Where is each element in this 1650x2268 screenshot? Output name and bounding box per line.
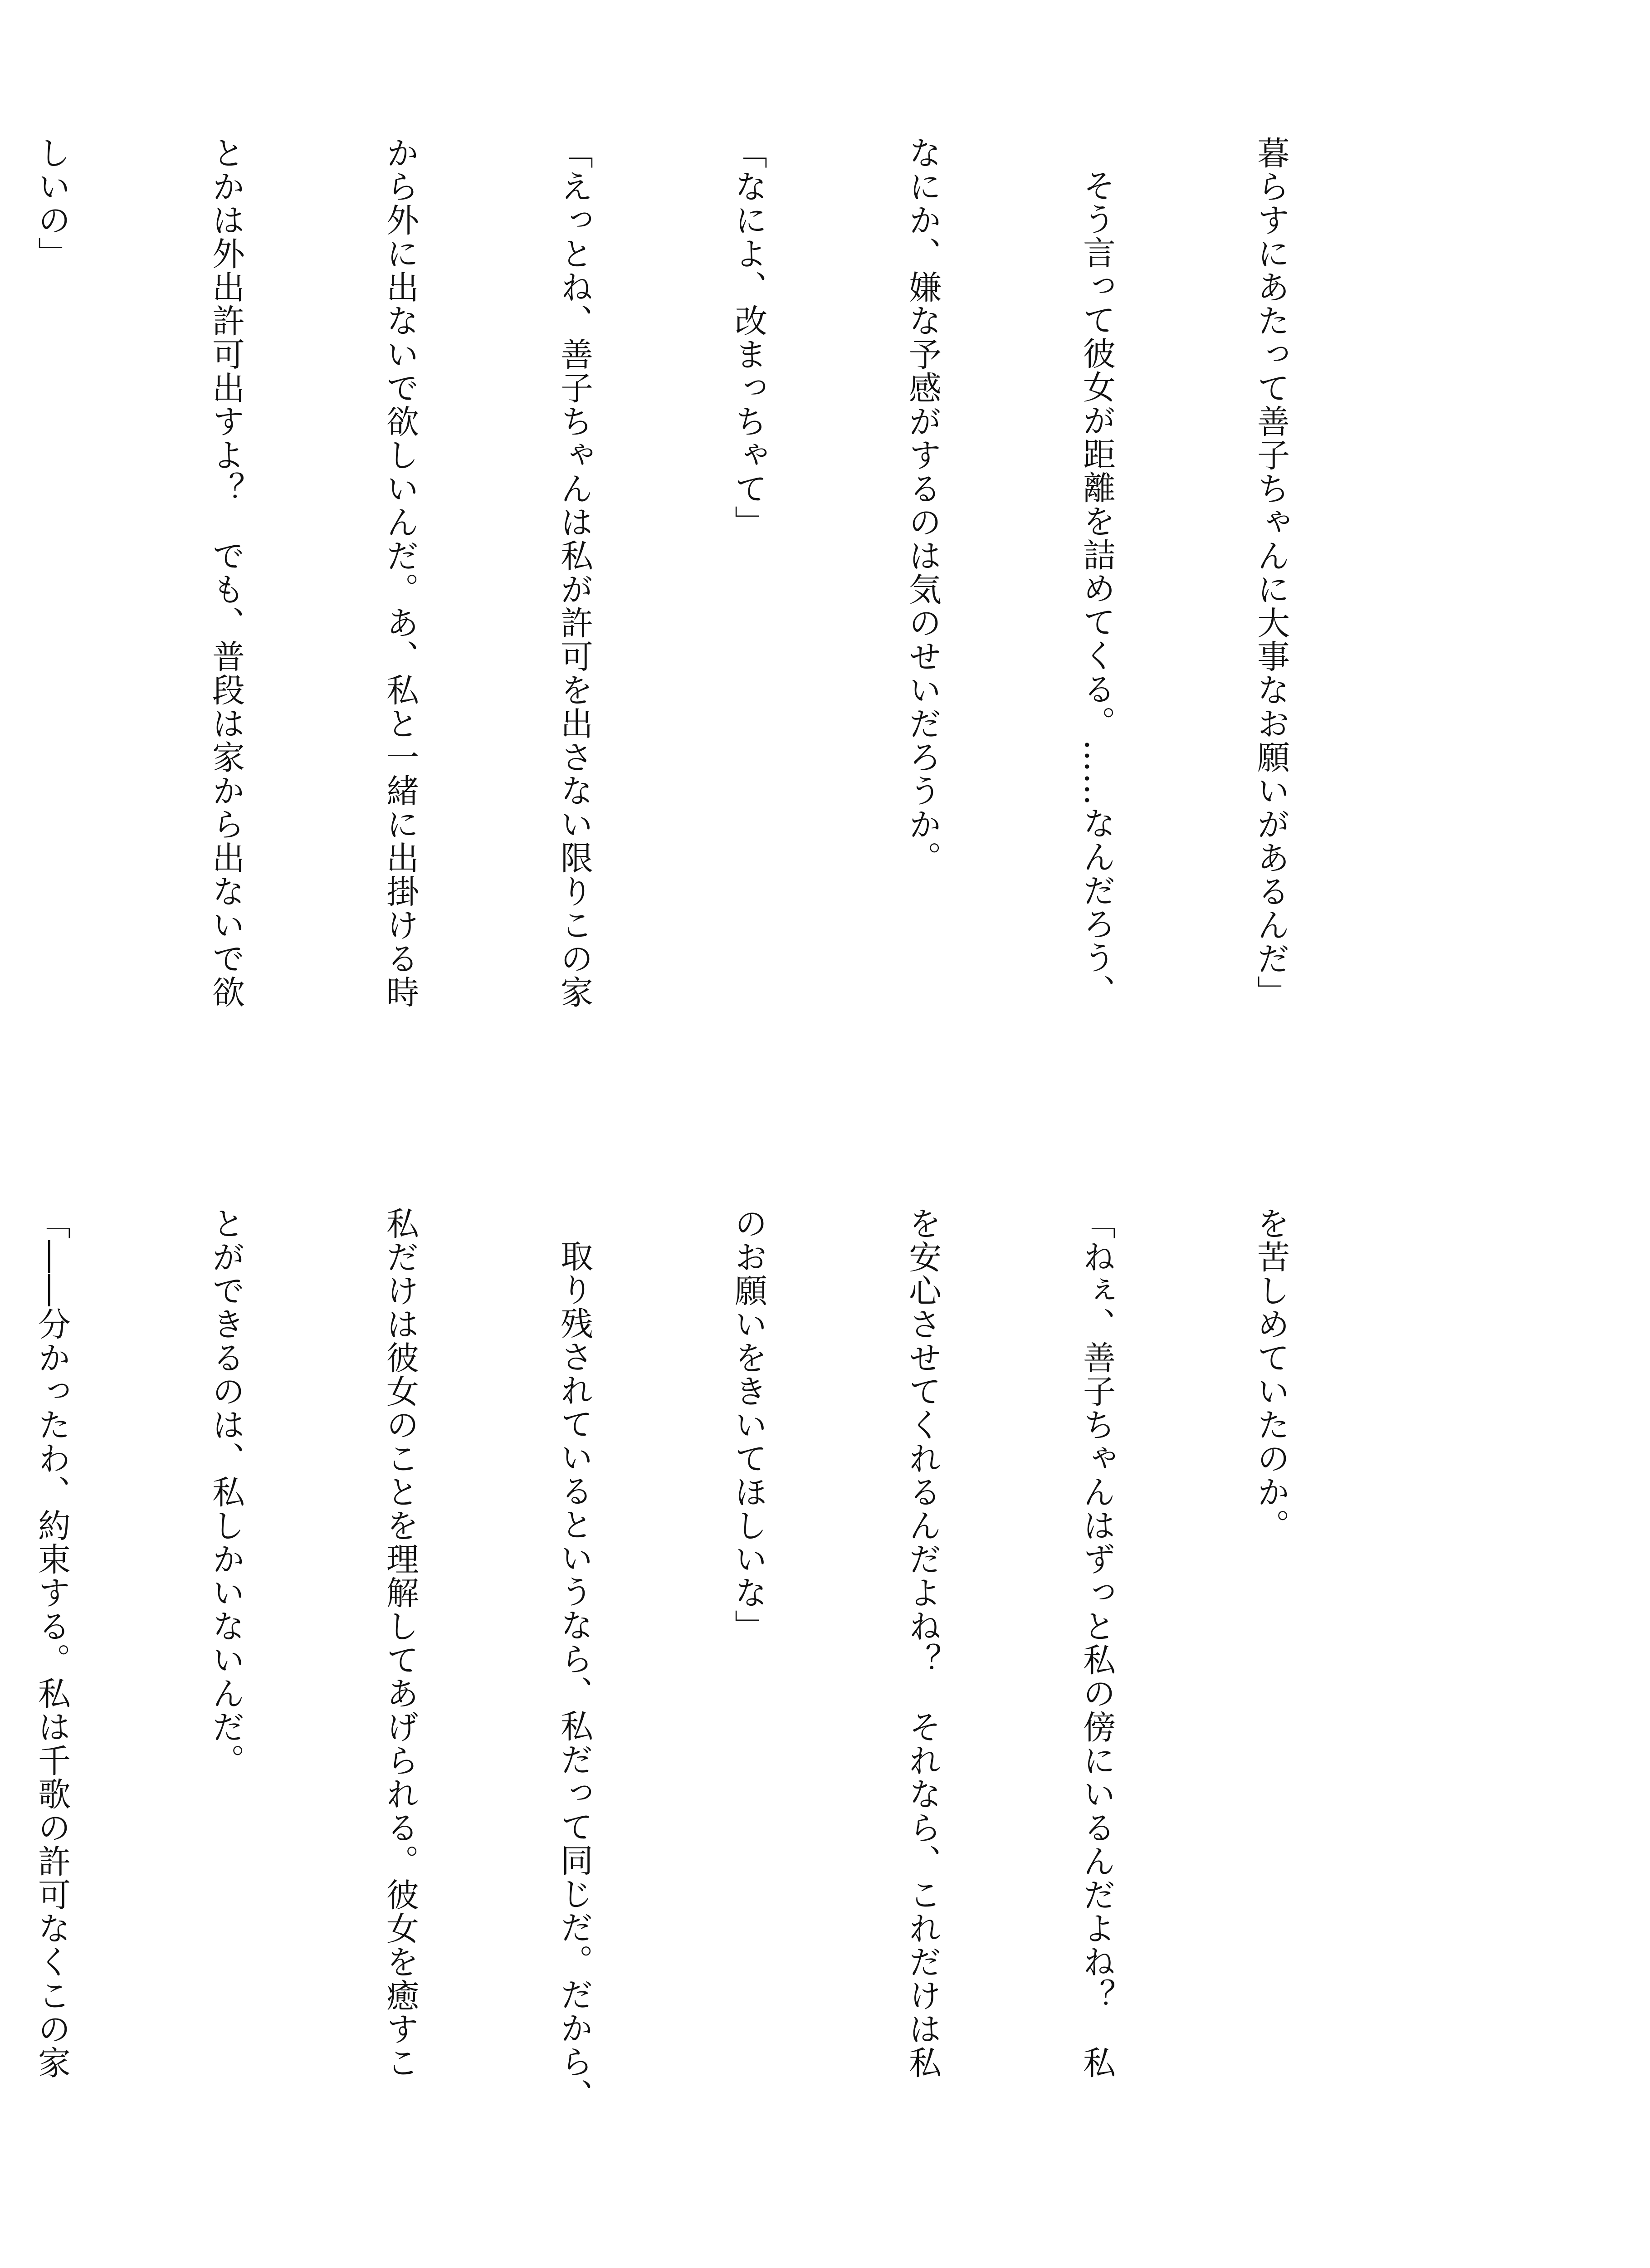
text-column: 「えっとね、善子ちゃんは私が許可を出さない限りこの家 [555,136,593,1009]
text-column: 「なによ、改まっちゃて」 [729,136,767,539]
text-column: を安心させてくれるんだよね？ それなら、これだけは私 [903,1207,942,2079]
text-column: なにか、嫌な予感がするのは気のせいだろうか。 [903,136,942,875]
lower-text-block [33,1207,1416,2223]
text-column: そう言って彼女が距離を詰めてくる。……なんだろう、 [1078,169,1116,1008]
text-column: を苦しめていたのか。 [1252,1207,1290,1542]
text-column: 暮らすにあたって善子ちゃんに大事なお願いがあるんだ」 [1252,136,1290,1009]
upper-text-block [33,136,1416,1152]
text-column: とができるのは、私しかいないんだ。 [207,1207,245,1777]
text-column: 私だけは彼女のことを理解してあげられる。彼女を癒すこ [381,1207,419,2079]
text-column: から外に出ないで欲しいんだ。あ、私と一緒に出掛ける時 [381,136,419,1009]
text-column: のお願いをきいてほしいな」 [729,1207,767,1643]
text-column: 取り残されているというなら、私だって同じだ。だから、 [555,1239,593,2112]
text-column: とかは外出許可出すよ？ でも、普段は家から出ないで欲 [207,136,245,1009]
text-column: しいの」 [33,136,71,270]
text-column: 「ねぇ、善子ちゃんはずっと私の傍にいるんだよね？ 私 [1078,1207,1116,2079]
text-column: 「――分かったわ、約束する。私は千歌の許可なくこの家 [33,1207,71,2079]
